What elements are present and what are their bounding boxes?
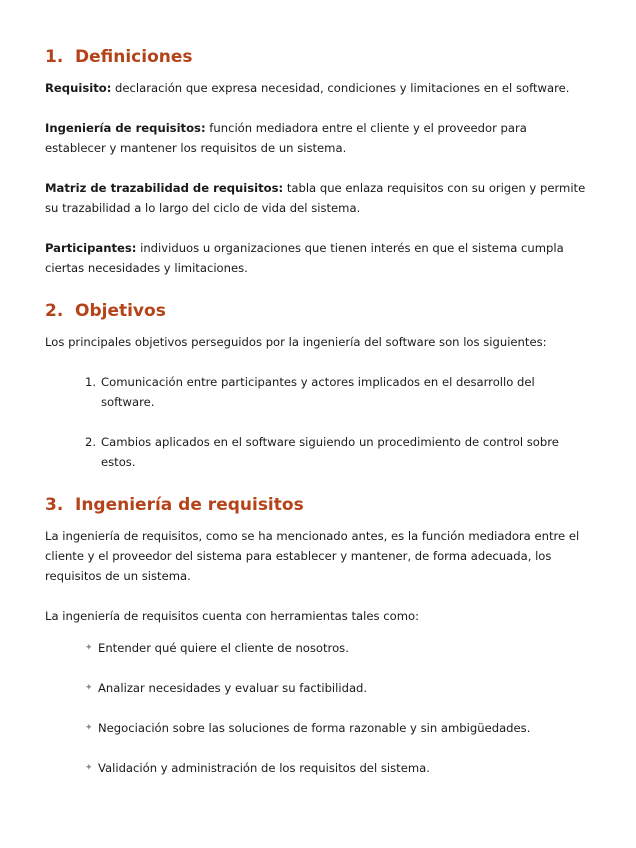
body-paragraph: La ingeniería de requisitos, como se ha mencionado antes, es la función mediadora entre el cliente y el proveedor del sistema para establecer y mantener, de forma adecuada, los requisitos de un sistema. xyxy=(45,529,580,583)
objectives-list xyxy=(45,372,588,472)
definition-term: Requisito: xyxy=(45,81,112,95)
definition-text: declaración que expresa necesidad, condiciones y limitaciones en el software. xyxy=(111,81,570,95)
definition-paragraph xyxy=(45,238,588,278)
definition-text: función mediadora entre el cliente y el proveedor para establecer y mantener los requisitos de un sistema. xyxy=(45,121,527,155)
list-number: 2. xyxy=(85,435,97,449)
section-heading-ingenieria xyxy=(45,492,588,518)
list-item xyxy=(85,432,588,472)
list-number: 1. xyxy=(85,375,97,389)
body-paragraph: La ingeniería de requisitos cuenta con herramientas tales como: xyxy=(45,609,419,623)
list-item-text: Entender qué quiere el cliente de nosotros. xyxy=(98,641,349,655)
section-title: Definiciones xyxy=(75,47,193,67)
list-item-text: Analizar necesidades y evaluar su factibilidad. xyxy=(98,681,368,695)
definition-paragraph xyxy=(45,78,588,98)
list-item-text: Negociación sobre las soluciones de forma razonable y sin ambigüedades. xyxy=(98,721,531,735)
list-item xyxy=(85,678,588,698)
definition-term: Participantes: xyxy=(45,241,137,255)
list-item xyxy=(85,638,588,658)
list-item xyxy=(85,758,588,778)
tools-list xyxy=(45,638,588,778)
section-number: 3. xyxy=(45,495,64,515)
section-heading-definiciones xyxy=(45,44,588,70)
section-number: 1. xyxy=(45,47,64,67)
objectives-intro: Los principales objetivos perseguidos por la ingeniería del software son los siguientes: xyxy=(45,335,547,349)
list-item-text: Cambios aplicados en el software siguiendo un procedimiento de control sobre estos. xyxy=(101,435,559,469)
list-item xyxy=(85,718,588,738)
diamond-bullet-icon: ✦ xyxy=(85,723,93,733)
diamond-bullet-icon: ✦ xyxy=(85,763,93,773)
definition-term: Matriz de trazabilidad de requisitos: xyxy=(45,181,284,195)
definition-paragraph xyxy=(45,178,588,218)
section-title: Ingeniería de requisitos xyxy=(75,495,304,515)
list-item-text: Comunicación entre participantes y actores implicados en el desarrollo del software. xyxy=(101,375,535,409)
diamond-bullet-icon: ✦ xyxy=(85,643,93,653)
section-heading-objetivos xyxy=(45,298,588,324)
diamond-bullet-icon: ✦ xyxy=(85,683,93,693)
definition-paragraph xyxy=(45,118,588,158)
definition-text: tabla que enlaza requisitos con su origen y permite su trazabilidad a lo largo del ciclo de vida del sistema. xyxy=(45,181,586,215)
section-number: 2. xyxy=(45,301,64,321)
section-title: Objetivos xyxy=(75,301,166,321)
list-item-text: Validación y administración de los requisitos del sistema. xyxy=(98,761,430,775)
definition-term: Ingeniería de requisitos: xyxy=(45,121,206,135)
list-item xyxy=(85,372,588,412)
definition-text: individuos u organizaciones que tienen interés en que el sistema cumpla ciertas necesidades y limitaciones. xyxy=(45,241,564,275)
